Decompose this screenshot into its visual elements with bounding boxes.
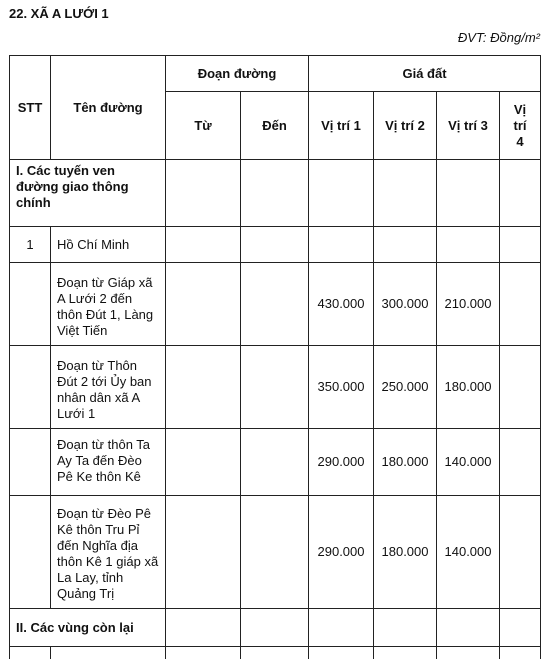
table-row xyxy=(10,346,541,429)
table-row xyxy=(10,263,541,346)
price-vi-tri-1: 350.000 xyxy=(309,346,374,429)
price-vi-tri-3: 210.000 xyxy=(437,263,500,346)
price-vi-tri-4 xyxy=(500,429,541,496)
price-vi-tri-2: 300.000 xyxy=(374,263,437,346)
table-row xyxy=(10,429,541,496)
price-vi-tri-2: 180.000 xyxy=(374,496,437,609)
header-tu: Từ xyxy=(166,92,241,160)
unit-label: ĐVT: Đồng/m² xyxy=(457,30,540,45)
segment-name: Đoạn từ Đèo Pê Kê thôn Tru Pỉ đến Nghĩa địa thôn Kê 1 giáp xã La Lay, tỉnh Quảng Trị xyxy=(51,496,166,609)
header-stt: STT xyxy=(10,56,51,160)
header-den: Đến xyxy=(241,92,309,160)
header-vi-tri-4: Vị trí 4 xyxy=(500,92,541,160)
header-row-1 xyxy=(10,56,541,92)
price-vi-tri-3: 180.000 xyxy=(437,346,500,429)
header-vi-tri-1: Vị trí 1 xyxy=(309,92,374,160)
table-row-partial xyxy=(10,647,541,659)
section-label: I. Các tuyến ven đường giao thông chính xyxy=(10,160,166,227)
price-vi-tri-2: 250.000 xyxy=(374,346,437,429)
header-vi-tri-2: Vị trí 2 xyxy=(374,92,437,160)
page-title: 22. XÃ A LƯỚI 1 xyxy=(9,6,109,21)
price-vi-tri-4 xyxy=(500,346,541,429)
land-price-table xyxy=(9,55,541,659)
price-vi-tri-3: 140.000 xyxy=(437,496,500,609)
price-vi-tri-3: 140.000 xyxy=(437,429,500,496)
section-label: II. Các vùng còn lại xyxy=(10,609,166,647)
segment-name: Đoạn từ thôn Ta Ay Ta đến Đèo Pê Ke thôn Kê xyxy=(51,429,166,496)
price-vi-tri-4 xyxy=(500,496,541,609)
segment-name: Đoạn từ Giáp xã A Lưới 2 đến thôn Đút 1, Làng Việt Tiến xyxy=(51,263,166,346)
price-vi-tri-1: 290.000 xyxy=(309,429,374,496)
table-row xyxy=(10,496,541,609)
price-vi-tri-2: 180.000 xyxy=(374,429,437,496)
price-vi-tri-1: 430.000 xyxy=(309,263,374,346)
street-name: Hồ Chí Minh xyxy=(51,227,166,263)
price-vi-tri-4 xyxy=(500,263,541,346)
header-ten-duong: Tên đường xyxy=(51,56,166,160)
segment-name: Đoạn từ Thôn Đút 2 tới Ủy ban nhân dân xã A Lưới 1 xyxy=(51,346,166,429)
header-vi-tri-3: Vị trí 3 xyxy=(437,92,500,160)
section-row xyxy=(10,609,541,647)
street-row xyxy=(10,227,541,263)
header-gia-dat: Giá đất xyxy=(309,56,541,92)
street-stt: 1 xyxy=(10,227,51,263)
price-vi-tri-1: 290.000 xyxy=(309,496,374,609)
section-row xyxy=(10,160,541,227)
header-doan-duong: Đoạn đường xyxy=(166,56,309,92)
